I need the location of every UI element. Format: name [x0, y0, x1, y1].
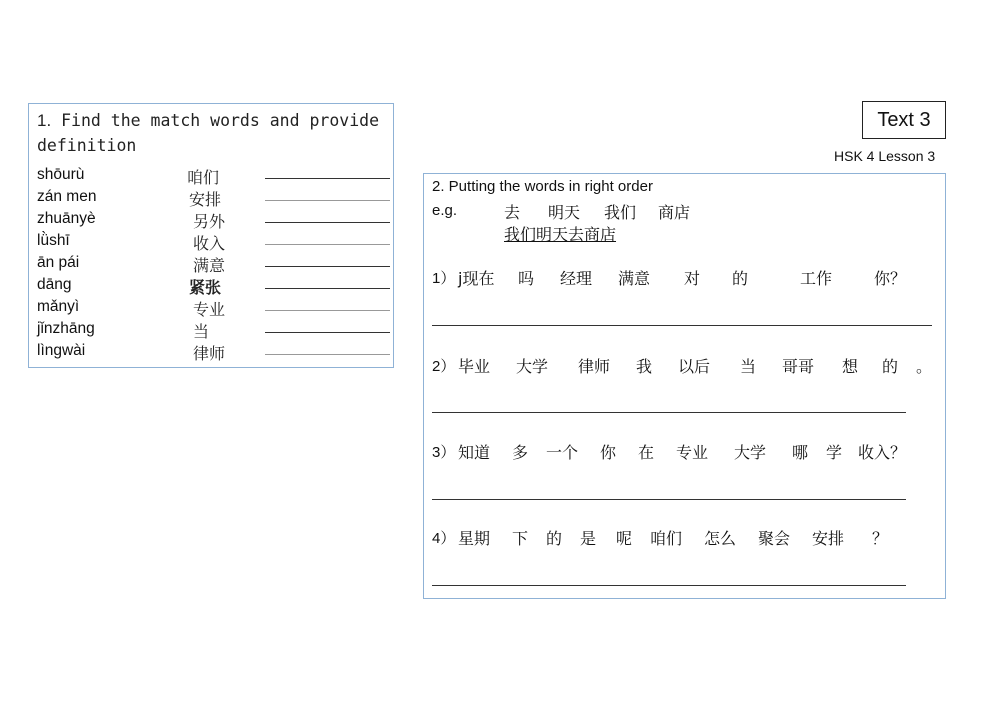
question-word: 在: [638, 443, 655, 462]
vocab-hanzi: 安排: [189, 190, 222, 209]
question-number: 3）: [432, 444, 456, 461]
definition-blank[interactable]: [265, 244, 390, 245]
vocab-hanzi: 紧张: [189, 278, 222, 297]
question-word: 大学: [516, 357, 549, 376]
definition-blank[interactable]: [265, 200, 390, 201]
vocab-pinyin: lìngwài: [37, 342, 86, 359]
question-number: 4）: [432, 530, 456, 547]
definition-blank[interactable]: [265, 354, 390, 355]
vocab-hanzi: 咱们: [187, 168, 220, 187]
vocab-row: [37, 210, 387, 232]
vocab-pinyin: ān pái: [37, 254, 80, 271]
question-word: 满意: [618, 269, 651, 288]
exercise-2-title: 2. Putting the words in right order: [432, 178, 653, 195]
question-row: [432, 526, 932, 550]
question-word: 的: [732, 269, 749, 288]
vocab-hanzi: 满意: [193, 256, 226, 275]
example-word: 明天: [548, 203, 581, 222]
definition-blank[interactable]: [265, 288, 390, 289]
question-word: 吗: [518, 269, 535, 288]
exercise-1-panel: [28, 103, 394, 368]
question-word: 收入？: [858, 443, 907, 462]
question-word: 多: [512, 443, 529, 462]
question-word: 毕业: [458, 357, 491, 376]
vocab-hanzi: 专业: [193, 300, 226, 319]
question-number: 1）: [432, 270, 456, 287]
exercise-1-title: Find the match words and provide definition: [37, 111, 380, 155]
vocab-pinyin: mǎnyì: [37, 298, 80, 315]
vocab-row: [37, 232, 387, 254]
definition-blank[interactable]: [265, 310, 390, 311]
vocab-row: [37, 166, 387, 188]
definition-blank[interactable]: [265, 266, 390, 267]
vocab-pinyin: shōurù: [37, 166, 85, 183]
question-word: 是: [580, 529, 597, 548]
exercise-1-number: 1.: [37, 111, 52, 130]
question-word: 哪: [792, 443, 809, 462]
vocab-pinyin: zhuānyè: [37, 210, 96, 227]
question-word: 安排: [812, 529, 845, 548]
exercise-2-panel: [423, 173, 946, 599]
question-word: 咱们: [650, 529, 683, 548]
question-word: 的: [882, 357, 899, 376]
vocab-row: [37, 298, 387, 320]
question-word: 你？: [874, 269, 907, 288]
question-word: 律师: [578, 357, 611, 376]
question-row: [432, 266, 932, 290]
example-word: 我们: [604, 203, 637, 222]
question-word: 当: [740, 357, 757, 376]
question-word: 对: [684, 269, 701, 288]
question-word: 的: [546, 529, 563, 548]
question-word: 想: [842, 357, 859, 376]
definition-blank[interactable]: [265, 332, 390, 333]
lesson-label: HSK 4 Lesson 3: [834, 148, 936, 164]
exercise-1-heading: [37, 108, 387, 158]
definition-blank[interactable]: [265, 222, 390, 223]
question-word: 学: [826, 443, 843, 462]
question-word: 。: [916, 357, 933, 376]
question-word: 星期: [458, 529, 491, 548]
question-word: 一个: [546, 443, 579, 462]
question-word: 聚会: [758, 529, 791, 548]
vocab-pinyin: dāng: [37, 276, 72, 293]
answer-line[interactable]: [432, 325, 932, 326]
question-word: 我: [636, 357, 653, 376]
answer-line[interactable]: [432, 585, 906, 586]
vocab-row: [37, 320, 387, 342]
question-word: 怎么: [704, 529, 737, 548]
question-word: 你: [600, 443, 617, 462]
question-word: 工作: [800, 269, 833, 288]
example-word: 去: [504, 203, 521, 222]
text-title-box: Text 3: [862, 101, 946, 139]
vocab-hanzi: 律师: [193, 344, 226, 363]
vocab-row: [37, 188, 387, 210]
question-word: 下: [512, 529, 529, 548]
vocab-hanzi: 当: [193, 322, 210, 341]
question-word: 以后: [678, 357, 711, 376]
question-word: ？: [872, 529, 889, 548]
vocab-row: [37, 254, 387, 276]
question-word: j现在: [458, 269, 495, 288]
question-word: 大学: [734, 443, 767, 462]
vocab-hanzi: 另外: [193, 212, 226, 231]
question-row: [432, 354, 937, 378]
question-word: 呢: [616, 529, 633, 548]
question-word: 哥哥: [782, 357, 815, 376]
vocab-row: [37, 342, 387, 364]
definition-blank[interactable]: [265, 178, 390, 179]
example-word: 商店: [658, 203, 691, 222]
vocab-row: [37, 276, 387, 298]
question-word: 知道: [458, 443, 491, 462]
question-word: 经理: [560, 269, 593, 288]
example-answer: 我们明天去商店: [504, 225, 617, 244]
vocab-pinyin: jǐnzhāng: [37, 320, 95, 337]
answer-line[interactable]: [432, 499, 906, 500]
question-number: 2）: [432, 358, 456, 375]
question-word: 专业: [676, 443, 709, 462]
vocab-pinyin: zán men: [37, 188, 97, 205]
answer-line[interactable]: [432, 412, 906, 413]
vocab-hanzi: 收入: [193, 234, 226, 253]
question-row: [432, 440, 932, 464]
vocab-pinyin: lǜshī: [37, 232, 70, 249]
example-label: e.g.: [432, 202, 458, 219]
